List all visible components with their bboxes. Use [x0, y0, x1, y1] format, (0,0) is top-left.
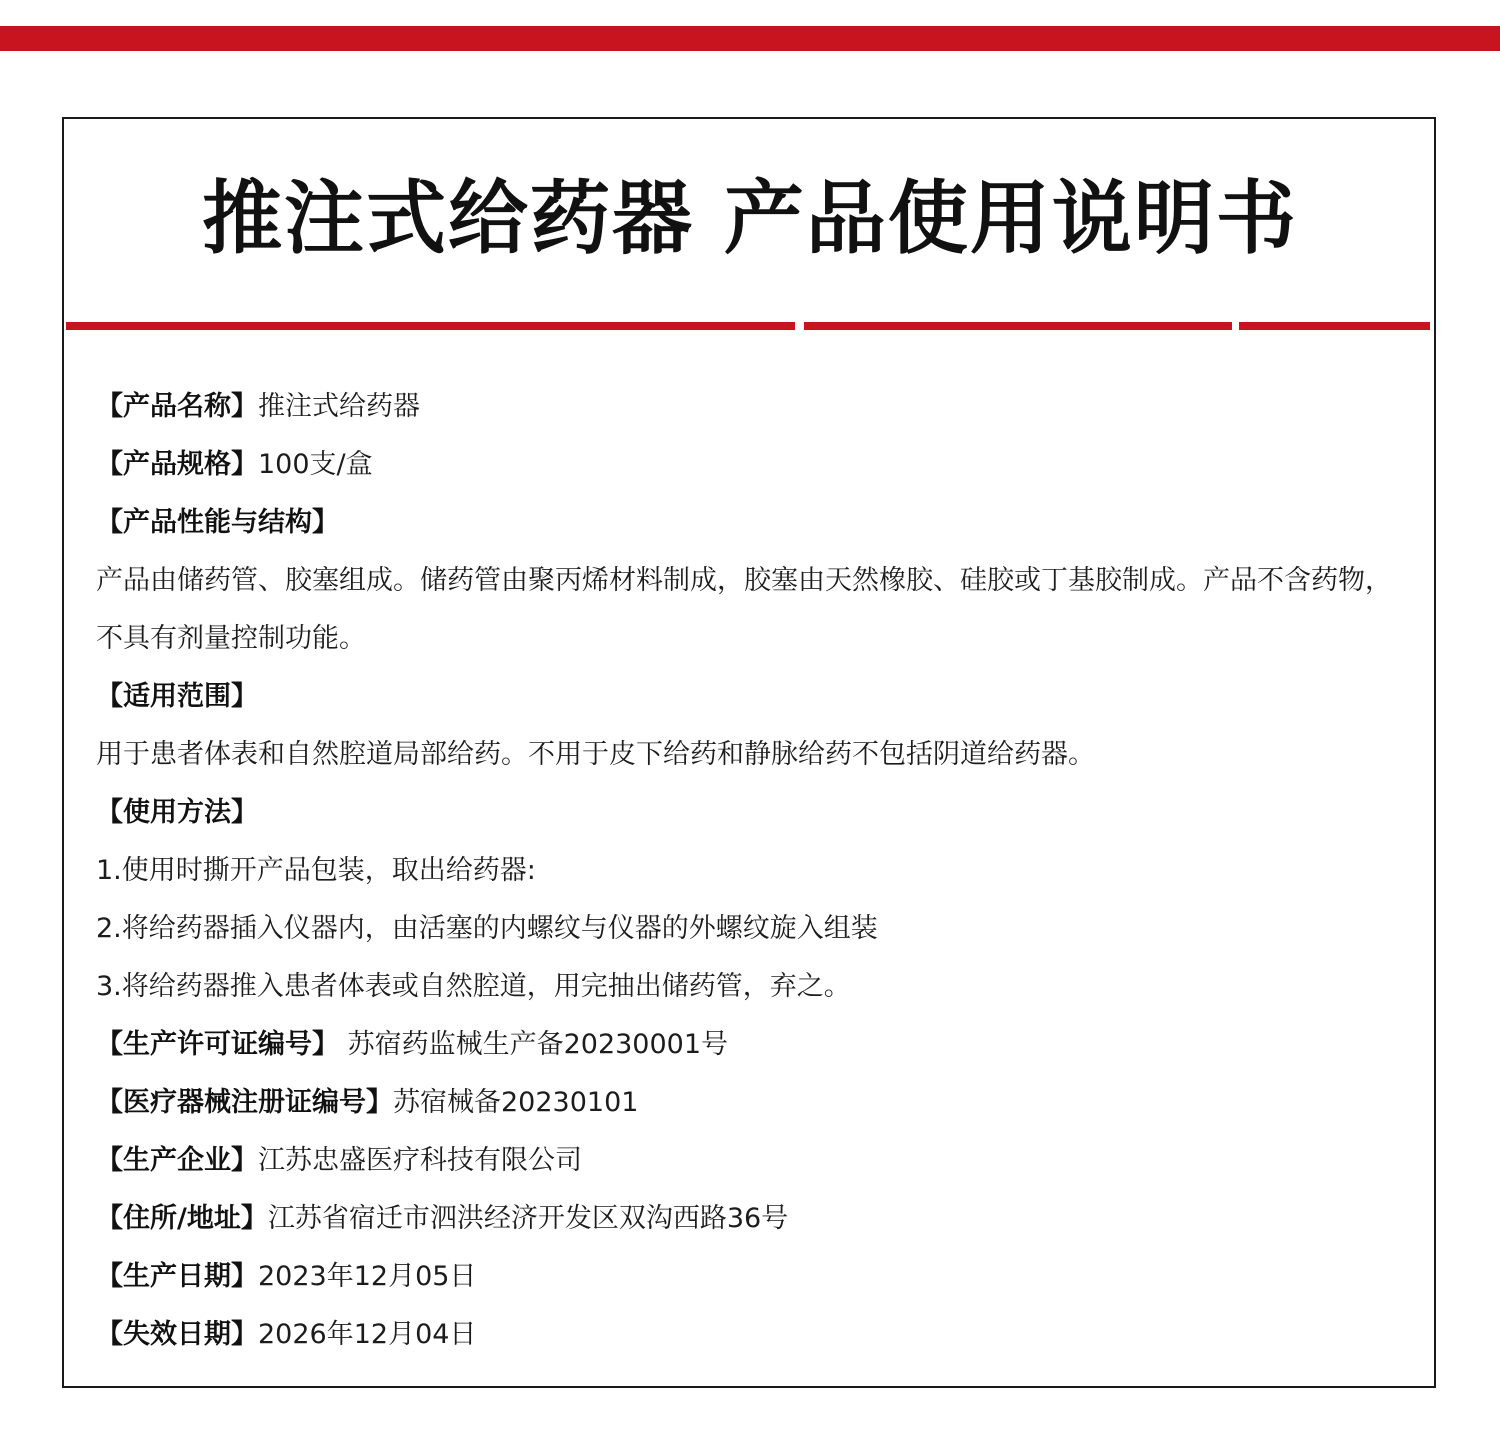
document-title: 推注式给药器 产品使用说明书 — [202, 171, 1298, 265]
scope-text: 用于患者体表和自然腔道局部给药。不用于皮下给药和静脉给药不包括阴道给药器。 — [96, 739, 1095, 770]
performance-heading: 【产品性能与结构】 — [96, 507, 339, 538]
license-label: 【生产许可证编号】 — [96, 1029, 339, 1060]
address-row — [96, 1190, 1416, 1248]
scope-heading: 【适用范围】 — [96, 681, 258, 712]
registration-value: 苏宿械备20230101 — [393, 1087, 639, 1118]
usage-heading-row — [96, 784, 1416, 842]
license-row — [96, 1016, 1416, 1074]
product-name-row — [96, 378, 1416, 436]
scope-text-line — [96, 726, 1416, 784]
expiry-date-row — [96, 1306, 1416, 1364]
top-accent-band — [0, 26, 1500, 51]
performance-text-1: 产品由储药管、胶塞组成。储药管由聚丙烯材料制成，胶塞由天然橡胶、硅胶或丁基胶制成。产品不含药物， — [96, 565, 1392, 596]
usage-step-1 — [96, 842, 1416, 900]
address-value: 江苏省宿迁市泗洪经济开发区双沟西路36号 — [267, 1203, 789, 1234]
usage-step-1-text: 1.使用时撕开产品包装，取出给药器: — [96, 855, 536, 886]
title-divider-segment-3 — [1239, 322, 1430, 330]
title-divider-segment-2 — [804, 322, 1232, 330]
production-date-row — [96, 1248, 1416, 1306]
product-name-label: 【产品名称】 — [96, 391, 258, 422]
address-label: 【住所/地址】 — [96, 1203, 268, 1234]
usage-step-2-text: 2.将给药器插入仪器内，由活塞的内螺纹与仪器的外螺纹旋入组装 — [96, 913, 878, 944]
registration-row — [96, 1074, 1416, 1132]
manufacturer-row — [96, 1132, 1416, 1190]
expiry-date-label: 【失效日期】 — [96, 1319, 258, 1350]
production-date-label: 【生产日期】 — [96, 1261, 258, 1292]
title-divider-segment-1 — [66, 322, 795, 330]
license-value: 苏宿药监械生产备20230001号 — [339, 1029, 729, 1060]
usage-step-3-text: 3.将给药器推入患者体表或自然腔道，用完抽出储药管，弃之。 — [96, 971, 851, 1002]
expiry-date-value: 2026年12月04日 — [258, 1319, 477, 1350]
performance-text-2: 不具有剂量控制功能。 — [96, 623, 366, 654]
product-spec-row — [96, 436, 1416, 494]
usage-heading: 【使用方法】 — [96, 797, 258, 828]
production-date-value: 2023年12月05日 — [258, 1261, 477, 1292]
performance-heading-row — [96, 494, 1416, 552]
usage-step-2 — [96, 900, 1416, 958]
performance-text-line-1 — [96, 552, 1416, 610]
product-name-value: 推注式给药器 — [258, 391, 420, 422]
usage-step-3 — [96, 958, 1416, 1016]
document-body — [96, 378, 1416, 1364]
scope-heading-row — [96, 668, 1416, 726]
performance-text-line-2 — [96, 610, 1416, 668]
product-spec-value: 100支/盒 — [258, 449, 373, 480]
product-spec-label: 【产品规格】 — [96, 449, 258, 480]
registration-label: 【医疗器械注册证编号】 — [96, 1087, 393, 1118]
manufacturer-value: 江苏忠盛医疗科技有限公司 — [258, 1145, 582, 1176]
manufacturer-label: 【生产企业】 — [96, 1145, 258, 1176]
